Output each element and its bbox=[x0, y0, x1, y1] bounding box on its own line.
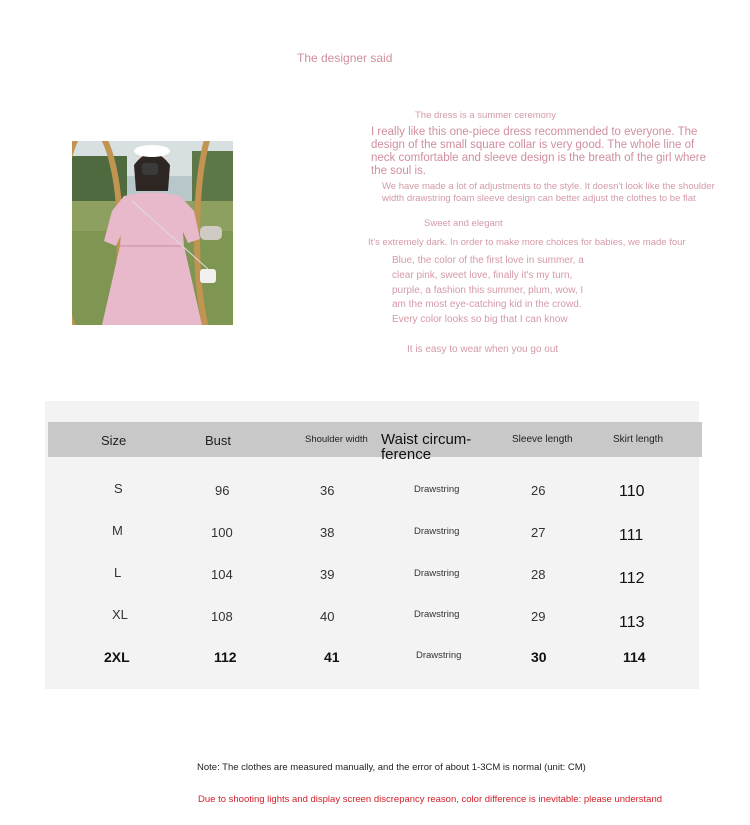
table-row-2xl-skirt: 114 bbox=[623, 649, 646, 665]
table-row-m-size: M bbox=[112, 523, 123, 538]
table-row-s-waist: Drawstring bbox=[414, 484, 460, 495]
size-table-header bbox=[48, 422, 702, 463]
table-row-s-sleeve: 26 bbox=[531, 483, 546, 498]
table-row-l-sleeve: 28 bbox=[531, 567, 546, 582]
table-row-xl-sleeve: 29 bbox=[531, 609, 546, 624]
header-skirt-length: Skirt length bbox=[613, 434, 664, 445]
header-size: Size bbox=[101, 433, 127, 448]
table-row-xl-size: XL bbox=[112, 607, 128, 622]
intro-paragraph: I really like this one-piece dress recommended to everyone. The design of the small square collar is very good. The whole line of neck comfortable and sleeve design is the breath of the girl where the soul is. bbox=[371, 126, 706, 177]
header-bust: Bust bbox=[205, 433, 232, 448]
table-row-m-waist: Drawstring bbox=[414, 526, 460, 537]
table-row-l-waist: Drawstring bbox=[414, 568, 460, 579]
dark-colors-line: It's extremely dark. In order to make more choices for babies, we made four bbox=[368, 237, 686, 248]
product-photo bbox=[72, 141, 233, 325]
header-sleeve-length: Sleeve length bbox=[512, 434, 573, 445]
table-row-l-skirt: 112 bbox=[619, 570, 645, 587]
colors-paragraph: Blue, the color of the first love in summer, a clear pink, sweet love, finally it's my turn, purple, a fashion this summer, plum, wow, I am the most eye-catching kid in the crowd. Every color looks so big that I can know bbox=[392, 255, 584, 326]
easy-to-wear-line: It is easy to wear when you go out bbox=[407, 344, 559, 355]
table-row-l-bust: 104 bbox=[211, 567, 233, 582]
color-disclaimer: Due to shooting lights and display screen discrepancy reason, color difference is inevitable: please understand bbox=[198, 794, 663, 805]
table-row-xl-waist: Drawstring bbox=[414, 609, 460, 620]
table-row-s-shoulder: 36 bbox=[320, 483, 335, 498]
table-row-l-size: L bbox=[114, 565, 122, 580]
table-row-m-bust: 100 bbox=[211, 525, 233, 540]
designer-title: The designer said bbox=[297, 51, 393, 65]
table-row-m-shoulder: 38 bbox=[320, 525, 335, 540]
table-row-s-skirt: 110 bbox=[619, 483, 645, 500]
table-row-2xl-bust: 112 bbox=[214, 649, 237, 665]
table-row-2xl-shoulder: 41 bbox=[324, 649, 340, 665]
header-waist-circumference: Waist circum- ference bbox=[381, 431, 472, 463]
table-row-s-size: S bbox=[114, 481, 123, 496]
sweet-elegant-heading: Sweet and elegant bbox=[424, 218, 503, 229]
header-shoulder-width: Shoulder width bbox=[305, 434, 368, 445]
table-row-m-sleeve: 27 bbox=[531, 525, 546, 540]
table-row-2xl-sleeve: 30 bbox=[531, 649, 547, 665]
table-row-xl-bust: 108 bbox=[211, 609, 233, 624]
table-row-m-skirt: 111 bbox=[619, 527, 644, 544]
table-row-2xl-size: 2XL bbox=[104, 649, 130, 665]
summer-ceremony-heading: The dress is a summer ceremony bbox=[415, 110, 556, 121]
table-row-xl-skirt: 113 bbox=[619, 614, 645, 631]
measurement-note: Note: The clothes are measured manually, and the error of about 1-3CM is normal (unit: CM) bbox=[197, 762, 586, 773]
table-row-xl-shoulder: 40 bbox=[320, 609, 335, 624]
table-row-l-shoulder: 39 bbox=[320, 567, 335, 582]
table-row-2xl-waist: Drawstring bbox=[416, 650, 462, 661]
adjustments-paragraph: We have made a lot of adjustments to the style. It doesn't look like the shoulder width drawstring foam sleeve design can better adjust the clothes to be flat bbox=[382, 181, 715, 204]
table-row-s-bust: 96 bbox=[215, 483, 230, 498]
